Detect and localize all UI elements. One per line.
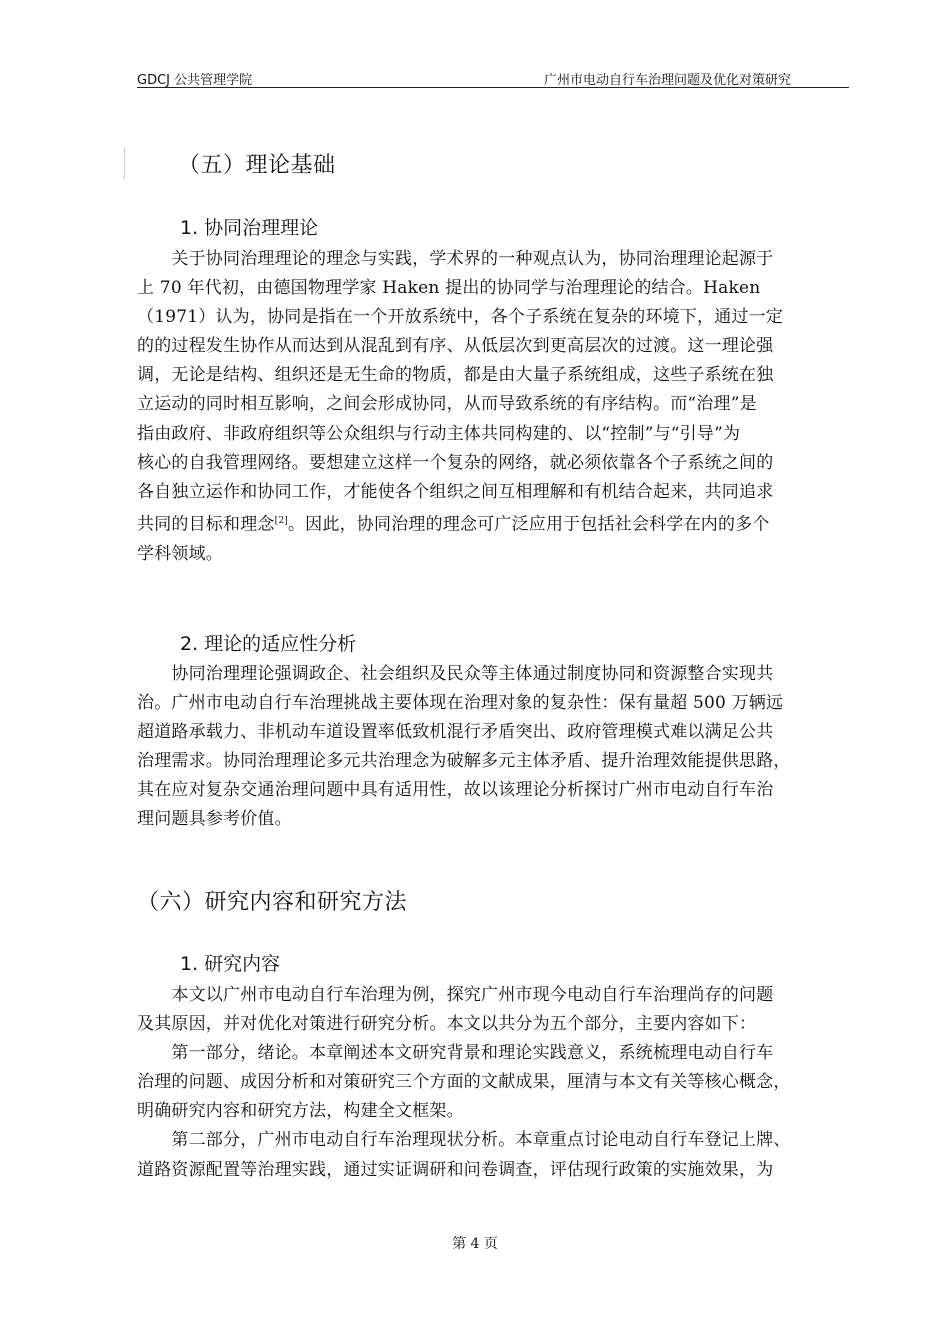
subsection-1-heading: 1. 协同治理理论 <box>180 217 319 239</box>
text-line: 的的过程发生协作从而达到从混乱到有序、从低层次到更高层次的过渡。这一理论强 <box>137 336 774 357</box>
text-line: （1971）认为，协同是指在一个开放系统中，各个子系统在复杂的环境下，通过一定 <box>137 307 784 328</box>
text-line: 第二部分，广州市电动自行车治理现状分析。本章重点讨论电动自行车登记上牌、 <box>137 1130 791 1151</box>
text-line: 明确研究内容和研究方法，构建全文框架。 <box>137 1101 464 1122</box>
text-line: 超道路承载力、非机动车道设置率低致机混行矛盾突出、政府管理模式难以满足公共 <box>137 722 774 743</box>
text-fragment: 共同的目标和理念 <box>137 514 275 535</box>
page-header <box>137 67 849 88</box>
text-line: 治理需求。协同治理理论多元共治理念为破解多元主体矛盾、提升治理效能提供思路， <box>137 751 791 772</box>
text-line: 核心的自我管理网络。要想建立这样一个复杂的网络，就必须依靠各个子系统之间的 <box>137 452 774 473</box>
page-number: 第 4 页 <box>452 1236 498 1252</box>
text-line-with-citation <box>137 507 849 540</box>
subsection-2-heading: 2. 理论的适应性分析 <box>180 633 357 655</box>
text-line: 第一部分，绪论。本章阐述本文研究背景和理论实践意义，系统梳理电动自行车 <box>137 1043 774 1064</box>
section-5-heading: （五）理论基础 <box>178 153 336 178</box>
text-line: 关于协同治理理论的理念与实践，学术界的一种观点认为，协同治理理论起源于 <box>137 249 774 269</box>
paragraph-adaptability <box>137 660 849 835</box>
text-line: 各自独立运作和协同工作，才能使各个组织之间互相理解和有机结合起来，共同追求 <box>137 481 774 502</box>
text-line: 上 70 年代初，由德国物理学家 Haken 提出的协同学与治理理论的结合。Haken <box>137 278 761 299</box>
text-line: 其在应对复杂交通治理问题中具有适用性，故以该理论分析探讨广州市电动自行车治 <box>137 780 774 801</box>
text-line: 道路资源配置等治理实践，通过实证调研和问卷调查，评估现行政策的实施效果，为 <box>137 1159 774 1180</box>
text-line: 治。广州市电动自行车治理挑战主要体现在治理对象的复杂性：保有量超 500 万辆远 <box>137 693 784 714</box>
header-title: 广州市电动自行车治理问题及优化对策研究 <box>543 73 791 88</box>
section-6-heading: （六）研究内容和研究方法 <box>137 890 408 915</box>
text-line: 调，无论是结构、组织还是无生命的物质，都是由大量子系统组成，这些子系统在独 <box>137 365 774 386</box>
text-fragment: 。因此，协同治理的理念可广泛应用于包括社会科学在内的多个 <box>287 514 770 535</box>
text-line: 学科领域。 <box>137 543 223 564</box>
text-line: 立运动的同时相互影响，之间会形成协同，从而导致系统的有序结构。而“治理”是 <box>137 394 757 415</box>
text-line: 指由政府、非政府组织等公众组织与行动主体共同构建的、以“控制”与“引导”为 <box>137 423 741 444</box>
text-line: 理问题具参考价值。 <box>137 809 292 830</box>
paragraph-collaborative-governance <box>137 245 849 569</box>
text-line: 协同治理理论强调政企、社会组织及民众等主体通过制度协同和资源整合实现共 <box>137 664 774 684</box>
subsection-research-content-heading: 1. 研究内容 <box>180 953 281 975</box>
text-line: 本文以广州市电动自行车治理为例，探究广州市现今电动自行车治理尚存的问题 <box>137 985 774 1005</box>
text-line: 治理的问题、成因分析和对策研究三个方面的文献成果，厘清与本文有关等核心概念， <box>137 1072 791 1093</box>
paragraph-research-content <box>137 981 849 1185</box>
citation-ref[interactable]: [2] <box>274 515 288 526</box>
text-line: 及其原因，并对优化对策进行研究分析。本文以共分为五个部分，主要内容如下： <box>137 1014 757 1035</box>
margin-marker <box>124 147 125 179</box>
header-institute: GDCJ 公共管理学院 <box>137 73 253 88</box>
